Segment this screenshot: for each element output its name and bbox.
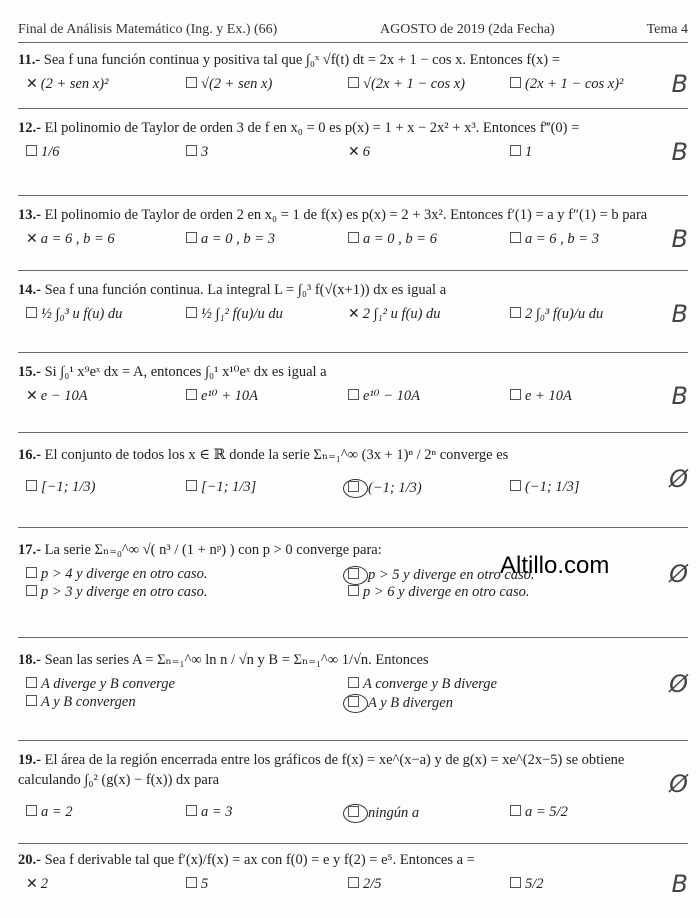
question-number: 13.- <box>18 207 41 223</box>
question-15 <box>18 362 660 418</box>
option-label: a = 0 , b = 6 <box>363 231 437 247</box>
checkbox[interactable] <box>26 695 37 706</box>
question-13 <box>18 205 660 261</box>
exam-tema: Tema 4 <box>646 22 688 37</box>
answer-option[interactable] <box>510 804 568 821</box>
checkbox[interactable] <box>186 307 197 318</box>
answer-option[interactable] <box>26 76 108 93</box>
question-number: 18.- <box>18 652 41 668</box>
divider <box>18 527 688 528</box>
checkbox[interactable] <box>510 307 521 318</box>
option-label: a = 6 , b = 6 <box>40 231 115 247</box>
option-label: p > 6 y diverge en otro caso. <box>363 584 530 600</box>
checkbox[interactable] <box>510 805 521 816</box>
question-number: 15.- <box>18 364 41 380</box>
answer-option[interactable] <box>26 676 175 693</box>
answer-option[interactable] <box>26 388 88 405</box>
question-statement: Sea f una función continua y positiva tal que ∫₀ˣ √f(t) dt = 2x + 1 − cos x. Entonces f(x) = <box>43 52 560 68</box>
checkbox[interactable] <box>26 307 37 318</box>
option-label: 1/6 <box>41 144 60 160</box>
grade-mark: B <box>671 225 688 253</box>
checkbox[interactable] <box>348 77 359 88</box>
question-statement: El polinomio de Taylor de orden 2 en x₀ = 1 de f(x) es p(x) = 2 + 3x². Entonces f′(1) = a y f″(1) = b para <box>44 207 648 223</box>
answer-option[interactable] <box>186 804 233 821</box>
option-label: 1 <box>525 144 533 160</box>
question-number: 20.- <box>18 852 41 868</box>
option-label: [−1; 1/3] <box>201 479 257 495</box>
option-label: a = 2 <box>41 804 73 820</box>
option-label: 2 ∫₀³ f(u)/u du <box>525 306 604 322</box>
answer-option[interactable] <box>26 804 73 821</box>
option-label: e − 10A <box>40 388 88 404</box>
option-label: ½ ∫₀³ u f(u) du <box>41 306 123 322</box>
divider <box>18 843 688 844</box>
answer-option[interactable] <box>186 479 256 496</box>
option-label: √(2x + 1 − cos x) <box>363 76 466 92</box>
divider <box>18 42 688 43</box>
question-14 <box>18 280 660 336</box>
option-label: (−1; 1/3] <box>525 479 580 495</box>
option-label: 6 <box>362 144 370 160</box>
answer-option[interactable] <box>510 388 572 405</box>
option-label: A y B convergen <box>41 694 136 710</box>
checkbox[interactable] <box>510 77 521 88</box>
option-label: ½ ∫₁² f(u)/u du <box>201 306 283 322</box>
grade-mark: B <box>671 138 688 166</box>
option-label: [−1; 1/3) <box>41 479 96 495</box>
grade-mark: Ø <box>669 770 688 798</box>
checkbox[interactable] <box>348 677 359 688</box>
divider <box>18 432 688 433</box>
answer-option[interactable] <box>26 566 208 583</box>
answer-option[interactable] <box>348 584 530 601</box>
question-text <box>18 445 660 465</box>
option-label: A diverge y B converge <box>41 676 175 692</box>
option-label: (−1; 1/3) <box>368 480 422 496</box>
option-label: A y B divergen <box>368 695 453 711</box>
question-statement: Sean las series A = Σₙ₌₁^∞ ln n / √n y B = Σₙ₌₁^∞ 1/√n. Entonces <box>44 652 429 668</box>
option-label: 3 <box>201 144 209 160</box>
option-label: (2 + sen x)² <box>40 76 109 92</box>
checkbox[interactable] <box>186 145 197 156</box>
question-19 <box>18 750 660 834</box>
checkbox[interactable] <box>348 585 359 596</box>
option-label: √(2 + sen x) <box>201 76 273 92</box>
x-mark-icon: ✕ <box>26 876 38 892</box>
circled-checkbox[interactable] <box>343 804 368 823</box>
checkbox[interactable] <box>26 585 37 596</box>
answer-option[interactable] <box>186 231 275 248</box>
option-label: 2/5 <box>363 876 382 892</box>
answer-option[interactable] <box>186 306 283 323</box>
option-label: a = 0 , b = 3 <box>201 231 275 247</box>
answer-option[interactable] <box>26 231 115 248</box>
grade-mark: B <box>671 382 688 410</box>
option-label: a = 6 , b = 3 <box>525 231 599 247</box>
exam-date: AGOSTO de 2019 (2da Fecha) <box>380 22 555 37</box>
answer-option[interactable] <box>26 694 136 711</box>
question-statement: Sea f una función continua. La integral L = ∫₀³ f(√(x+1)) dx es igual a <box>44 282 447 298</box>
question-number: 17.- <box>18 542 41 558</box>
x-mark-icon: ✕ <box>26 76 38 92</box>
checkbox[interactable] <box>26 480 37 491</box>
question-text <box>18 362 660 382</box>
question-statement: El área de la región encerrada entre los gráficos de f(x) = xe^(x−a) y de g(x) = xe^(2x−5) se obtiene calculando ∫₀² (g(x) − f(x)) dx para <box>18 752 625 788</box>
option-label: a = 3 <box>201 804 233 820</box>
option-label: e¹⁰ − 10A <box>363 388 420 404</box>
question-text <box>18 280 660 300</box>
watermark: Altillo.com <box>500 552 610 579</box>
option-label: 5/2 <box>525 876 544 892</box>
question-number: 11.- <box>18 52 41 68</box>
answer-option[interactable] <box>510 876 544 893</box>
circled-checkbox[interactable] <box>343 566 368 585</box>
answer-option[interactable] <box>510 479 580 496</box>
option-label: (2x + 1 − cos x)² <box>525 76 624 92</box>
option-label: A converge y B diverge <box>363 676 497 692</box>
answer-option[interactable] <box>348 144 370 161</box>
grade-mark: Ø <box>669 465 688 493</box>
checkbox[interactable] <box>186 805 197 816</box>
grade-mark: Ø <box>669 560 688 588</box>
answer-option[interactable] <box>510 306 603 323</box>
question-text <box>18 205 660 225</box>
answer-option[interactable] <box>348 76 465 93</box>
question-statement: La serie Σₙ₌₀^∞ √( n³ / (1 + nᵖ) ) con p > 0 converge para: <box>44 542 382 558</box>
answer-option[interactable] <box>26 306 122 323</box>
question-text <box>18 750 660 790</box>
answer-option[interactable] <box>26 584 208 601</box>
checkbox[interactable] <box>510 877 521 888</box>
answer-option[interactable] <box>186 388 258 405</box>
option-label: 2 ∫₁² u f(u) du <box>362 306 441 322</box>
answer-option[interactable] <box>348 804 419 823</box>
circled-checkbox[interactable] <box>343 694 368 713</box>
answer-option[interactable] <box>348 676 497 693</box>
checkbox[interactable] <box>26 677 37 688</box>
question-text <box>18 850 660 870</box>
x-mark-icon: ✕ <box>348 144 360 160</box>
checkbox[interactable] <box>510 389 521 400</box>
answer-option[interactable] <box>510 76 623 93</box>
answer-option[interactable] <box>186 144 208 161</box>
question-number: 14.- <box>18 282 41 298</box>
checkbox[interactable] <box>26 805 37 816</box>
question-statement: Si ∫₀¹ x⁹eˣ dx = A, entonces ∫₀¹ x¹⁰eˣ dx es igual a <box>44 364 327 380</box>
grade-mark: B <box>671 300 688 328</box>
option-label: e¹⁰ + 10A <box>201 388 258 404</box>
answer-option[interactable] <box>510 231 599 248</box>
checkbox[interactable] <box>186 77 197 88</box>
answer-option[interactable] <box>186 76 272 93</box>
checkbox[interactable] <box>348 232 359 243</box>
answer-option[interactable] <box>348 231 437 248</box>
question-number: 19.- <box>18 752 41 768</box>
answer-option[interactable] <box>348 479 422 498</box>
divider <box>18 740 688 741</box>
option-label: a = 5/2 <box>525 804 568 820</box>
checkbox[interactable] <box>26 567 37 578</box>
answer-option[interactable] <box>510 144 532 161</box>
answer-option[interactable] <box>348 694 453 713</box>
x-mark-icon: ✕ <box>26 388 38 404</box>
divider <box>18 108 688 109</box>
question-16 <box>18 445 660 509</box>
option-label: p > 4 y diverge en otro caso. <box>41 566 208 582</box>
x-mark-icon: ✕ <box>26 231 38 247</box>
question-statement: El polinomio de Taylor de orden 3 de f en x₀ = 0 es p(x) = 1 + x − 2x² + x³. Entonces f‴(0) = <box>44 120 580 136</box>
divider <box>18 352 688 353</box>
checkbox[interactable] <box>348 389 359 400</box>
checkbox[interactable] <box>26 145 37 156</box>
question-11 <box>18 50 660 106</box>
divider <box>18 195 688 196</box>
grade-mark: B <box>671 70 688 98</box>
question-text <box>18 650 660 670</box>
checkbox[interactable] <box>510 232 521 243</box>
answer-option[interactable] <box>348 388 420 405</box>
question-statement: Sea f derivable tal que f′(x)/f(x) = ax con f(0) = e y f(2) = e⁵. Entonces a = <box>44 852 475 868</box>
option-label: p > 5 y diverge en otro caso. <box>368 567 535 583</box>
divider <box>18 270 688 271</box>
answer-option[interactable] <box>186 876 208 893</box>
answer-option[interactable] <box>348 306 441 323</box>
checkbox[interactable] <box>186 389 197 400</box>
option-label: ningún a <box>368 805 420 821</box>
option-label: 2 <box>40 876 48 892</box>
question-text <box>18 50 660 70</box>
answer-option[interactable] <box>26 479 96 496</box>
answer-option[interactable] <box>348 876 382 893</box>
question-number: 16.- <box>18 447 41 463</box>
checkbox[interactable] <box>510 480 521 491</box>
checkbox[interactable] <box>186 232 197 243</box>
question-number: 12.- <box>18 120 41 136</box>
answer-option[interactable] <box>26 144 60 161</box>
checkbox[interactable] <box>186 480 197 491</box>
x-mark-icon: ✕ <box>348 306 360 322</box>
question-20 <box>18 850 660 906</box>
question-12 <box>18 118 660 174</box>
circled-checkbox[interactable] <box>343 479 368 498</box>
checkbox[interactable] <box>348 877 359 888</box>
answer-option[interactable] <box>26 876 48 893</box>
checkbox[interactable] <box>510 145 521 156</box>
question-statement: El conjunto de todos los x ∈ ℝ donde la serie Σₙ₌₁^∞ (3x + 1)ⁿ / 2ⁿ converge es <box>44 447 509 463</box>
option-label: p > 3 y diverge en otro caso. <box>41 584 208 600</box>
grade-mark: Ø <box>669 670 688 698</box>
question-text <box>18 118 660 138</box>
divider <box>18 637 688 638</box>
grade-mark: B <box>671 870 688 898</box>
exam-title: Final de Análisis Matemático (Ing. y Ex.) (66) <box>18 22 278 37</box>
option-label: 5 <box>201 876 209 892</box>
question-18 <box>18 650 660 716</box>
checkbox[interactable] <box>186 877 197 888</box>
option-label: e + 10A <box>525 388 572 404</box>
